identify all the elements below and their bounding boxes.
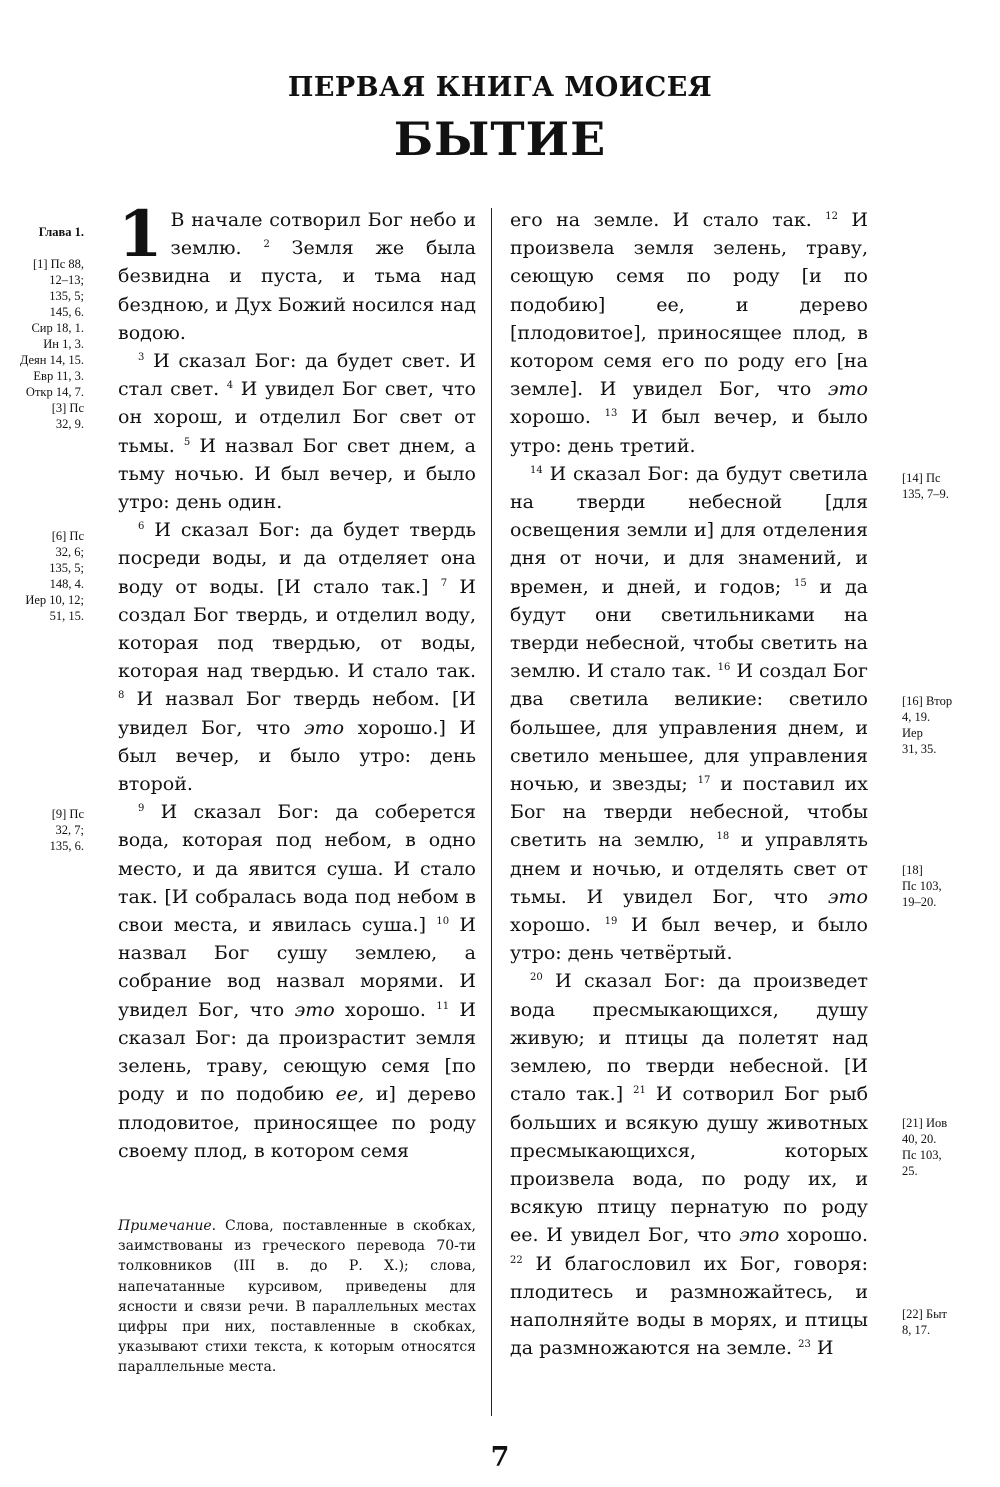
verse-text: хорошо. <box>334 998 437 1021</box>
verse-text: И сказал Бог: да будет твердь посреди воды, и да отделяет она воду от воды. [И стало так.] <box>118 519 476 598</box>
verse-text: И назвал Бог сушу землею, а собрание вод назвал морями. И увидел Бог, что <box>118 914 477 1021</box>
verse-paragraph <box>510 967 868 1362</box>
verse-text: и да будут они светильниками на тверди небесной, чтобы светить на землю. И стало так. <box>510 575 868 683</box>
margin-ref: [21] Иов 40, 20. Пс 103, 25. <box>902 1116 948 1178</box>
verse-number: 6 <box>138 521 145 533</box>
italic-word: это <box>294 998 335 1021</box>
verse-text: И благословил их Бог, говоря: плодитесь и размножайтесь, и наполняйте воды в морях, и птицы да размножаются на земле. <box>510 1252 868 1360</box>
verse-text: хорошо. <box>779 1224 868 1247</box>
verse-paragraph <box>118 347 476 516</box>
verse-number: 23 <box>798 1339 811 1351</box>
chapter-label: Глава 1. <box>38 225 84 239</box>
verse-text: И <box>810 1337 834 1360</box>
verse-text: и поставил их Бог на тверди небесной, чтобы светить на землю, <box>510 773 868 852</box>
verse-text: И сотворил Бог рыб больших и всякую душу животных пресмыкающихся, которых произвела вода, по роду их, и всякую птицу пернатую по роду ее. И увидел Бог, что <box>510 1083 869 1247</box>
margin-ref: [6] Пс 32, 6; 135, 5; 148, 4. Иер 10, 12; 51, 15. <box>25 529 84 623</box>
verse-text: хорошо.] И был вечер, и было утро: день второй. <box>118 716 476 796</box>
verse-text: И сказал Бог: да соберется вода, которая под небом, в одно место, и да явится суша. И стало так. [И собралась вода под небом в свои места, и явилась суша.] <box>118 801 476 937</box>
verse-number: 10 <box>436 916 450 928</box>
column-divider <box>491 208 492 1416</box>
verse-text: и] дерево плодовитое, приносящее по роду своему плод, в котором семя <box>118 1083 477 1162</box>
verse-text: И сказал Бог: да произрастит земля зелень, траву, сеющую семя [по роду и по подобию <box>118 998 477 1106</box>
book-title: БЫТИЕ <box>393 112 607 166</box>
verse-text: Земля же была безвидна и пуста, и тьма над бездною, и Дух Божий носился над водою. <box>118 237 477 344</box>
verse-text: И создал Бог твердь, и отделил воду, которая под твердью, от воды, которая над твердью. И стало так. <box>118 575 477 683</box>
verse-text: И произвела земля зелень, траву, сеющую семя по роду [и по подобию] ее, и дерево [плодовитое], приносящее плод, в котором семя его по роду его [на земле]. И увидел Бог, что <box>510 209 868 401</box>
verse-number: 8 <box>118 690 125 702</box>
verse-number: 4 <box>226 380 234 392</box>
footnote-lead: Примечание <box>118 1218 212 1234</box>
verse-text: его на земле. И стало так. <box>510 209 826 231</box>
text-column-left <box>118 197 477 1165</box>
margin-ref: [18] Пс 103, 19–20. <box>902 863 942 909</box>
italic-word: это <box>739 1224 780 1247</box>
verse-text: И сказал Бог: да произведет вода пресмыкающихся, душу живую; и птицы да полетят над землею, по тверди небесной. [И стало так.] <box>510 970 868 1106</box>
italic-word: это <box>827 378 868 401</box>
verse-number: 16 <box>717 662 731 674</box>
verse-text: И сказал Бог: да будут светила на тверди небесной [для освещения земли и] для отделения дня от ночи, и для знамений, и времен, и дней, и годов; <box>510 462 868 598</box>
verse-paragraph <box>118 516 476 798</box>
verse-text: И создал Бог два светила великие: светило большее, для управления днем, и светило меньшее, для управления ночью, и звезды; <box>510 660 868 796</box>
book-supertitle: ПЕРВАЯ КНИГА МОИСЕЯ <box>287 72 713 103</box>
margin-ref: [22] Быт 8, 17. <box>902 1307 947 1337</box>
verse-text: В начале сотворил Бог небо и землю. <box>170 209 476 260</box>
verse-number: 11 <box>436 1000 450 1012</box>
verse-paragraph <box>510 206 868 460</box>
verse-paragraph <box>118 798 476 1165</box>
verse-text: И сказал Бог: да будет свет. И стал свет. <box>118 350 476 401</box>
verse-number: 5 <box>183 436 191 448</box>
verse-number: 7 <box>440 577 448 589</box>
verse-number: 14 <box>530 464 543 476</box>
verse-number: 3 <box>138 352 145 364</box>
verse-text: хорошо. <box>510 406 605 429</box>
verse-number: 9 <box>138 803 145 815</box>
verse-number: 18 <box>716 831 730 843</box>
verse-number: 17 <box>697 775 711 787</box>
chapter-dropcap: 1 <box>118 197 163 272</box>
verse-number: 21 <box>633 1085 646 1097</box>
verse-number: 13 <box>604 408 618 420</box>
italic-word: это <box>303 716 345 739</box>
margin-ref: [1] Пс 88, 12–13; 135, 5; 145, 6. Сир 18, 1. Ин 1, 3. Деян 14, 15. Евр 11, 3. Откр 14, 7. [3] Пс 32, 9. <box>19 257 84 431</box>
verse-text: И назвал Бог свет днем, а тьму ночью. И был вечер, и было утро: день один. <box>118 434 476 514</box>
italic-word: это <box>827 885 868 908</box>
page-number: 7 <box>490 1442 510 1473</box>
margin-ref: [9] Пс 32, 7; 135, 6. <box>49 807 84 853</box>
verse-text: И назвал Бог твердь небом. [И увидел Бог, что <box>118 688 476 739</box>
margin-ref-chapter <box>20 208 84 448</box>
footnote <box>118 1216 476 1378</box>
verse-text: И был вечер, и было утро: день четвёртый. <box>510 914 868 965</box>
verse-text: и управлять днем и ночью, и отделять свет от тьмы. И увидел Бог, что <box>510 829 868 908</box>
margin-ref: [16] Втор 4, 19. Иер 31, 35. <box>902 694 953 756</box>
verse-number: 15 <box>794 577 807 589</box>
text-column-right <box>510 206 868 1362</box>
verse-paragraph <box>118 197 477 347</box>
italic-word: ее, <box>335 1083 365 1106</box>
verse-number: 2 <box>263 239 270 251</box>
verse-number: 19 <box>604 916 618 928</box>
verse-text: хорошо. <box>510 914 605 937</box>
verse-number: 22 <box>510 1254 523 1266</box>
verse-paragraph <box>510 460 868 968</box>
verse-text: И был вечер, и было утро: день третий. <box>510 406 868 457</box>
footnote-text: . Слова, поставленные в скобках, заимствованы из греческого перевода 70-ти толковников (III в. до Р. Х.); слова, напечатанные курсивом, приведены для ясности и связи речи. В параллельных местах цифры при них, поставленные в скобках, указывают стихи текста, к которым относятся параллельные места. <box>118 1218 476 1376</box>
verse-number: 12 <box>825 211 838 222</box>
verse-text: И увидел Бог свет, что он хорош, и отделил Бог свет от тьмы. <box>118 378 476 457</box>
margin-ref: [14] Пс 135, 7–9. <box>902 471 949 501</box>
verse-number: 20 <box>530 972 543 984</box>
